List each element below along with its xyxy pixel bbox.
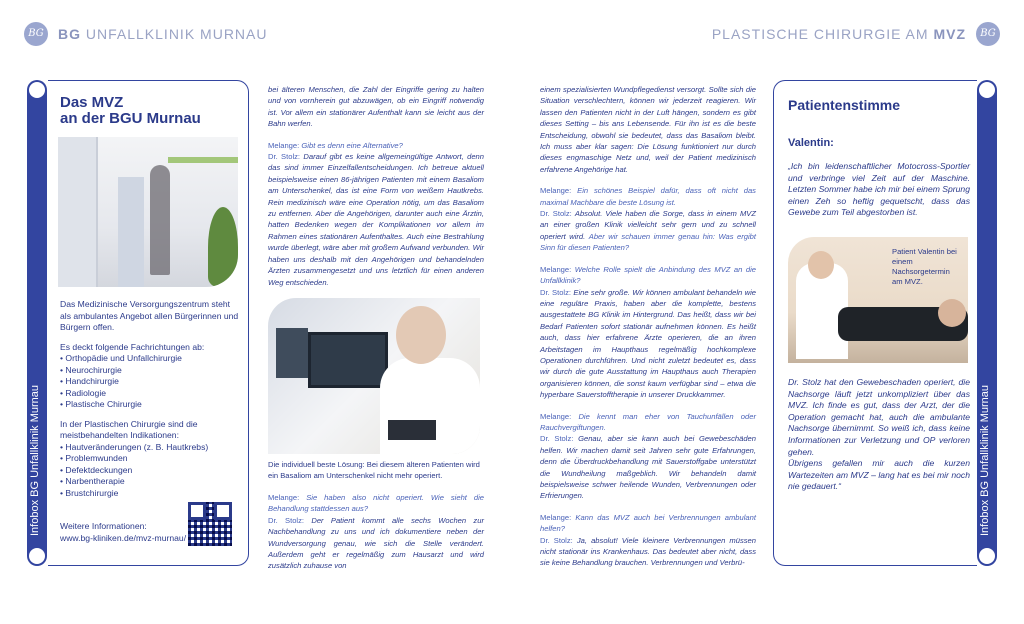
speaker-label: Melange: [540, 186, 572, 196]
side-tab-right [977, 80, 997, 566]
interview-column-2 [268, 492, 484, 572]
tab-dot [29, 82, 45, 98]
patient-story: Dr. Stolz hat den Gewebeschaden operiert, die Nachsorge läuft jetzt unkompliziert über das MVZ. Ich finde es gut, dass der Arzt, der die Operation gemacht hat, auch die ambulante Nachsorge übernimmt. So weiß ich, dass keine Informationen zur Verletzung und OP verloren gehen. Übrigens gefallen mir auch die kurzen Wartezeiten am MVZ – lang hat es bei mir noch nie gedauert.“ [788, 377, 970, 492]
tab-dot [29, 548, 45, 564]
question: Ein schönes Beispiel dafür, dass oft nicht das maximal Machbare die beste Lösung ist. [540, 186, 756, 207]
speaker-label: Dr. Stolz: [540, 434, 574, 444]
more-info [60, 521, 190, 544]
tab-dot [979, 82, 995, 98]
tab-dot [979, 548, 995, 564]
list-item: • Handchirurgie [60, 376, 119, 386]
mvz-lobby-photo [58, 137, 238, 287]
patient-quote: „Ich bin leidenschaftlicher Motocross-Sportler und verbringe viel Zeit auf der Maschine. Letzten Sommer habe ich mir bei einem Sprung einen Zeh so heftig gequetscht, dass das Gewebe zum Teil abgestorben ist. [788, 161, 970, 218]
speaker-label: Dr. Stolz: [540, 287, 572, 297]
answer: Darauf gibt es keine allgemeingültige Antwort, denn das sind immer Einzelfallentscheidungen. Ich betreue aktuell beispielsweise einen 86-jährigen Patienten mit einem Basaliom am Unterschenkel, das ist eine Form von weißem Hautkrebs. Rein medizinisch wäre eine Operation nötig, um das Basaliom zu entfernen. Aber die Angehörigen, darunter auch eine Ärztin, hatten Bedenken wegen der Komplikationen vor allem im Rahmen eines stationären Aufenthaltes. Auch eine Bestrahlung wurde überlegt, wäre aber mit großem Aufwand verbunden. Wir haben uns deshalb mit den Angehörigen und behandelnden Ärzten zusammengesetzt und uns letztlich für einen anderen Weg entschieden. [268, 152, 484, 287]
question: Welche Rolle spielt die Anbindung des MVZ an die Unfallklinik? [540, 264, 756, 286]
more-info-link[interactable]: www.bg-kliniken.de/mvz-murnau/ [60, 532, 187, 543]
side-tab-label: Infobox BG Unfallklinik Murnau [29, 384, 41, 536]
question: Kann das MVZ auch bei Verbrennungen ambulant helfen? [540, 512, 756, 534]
infobox-title: Das MVZ an der BGU Murnau [60, 94, 201, 127]
paragraph: bei älteren Menschen, die Zahl der Eingriffe gering zu halten und von vornherein gut abzuwägen, ob ein Eingriff notwendig ist. Vor allem ein stationärer Aufenthalt kann sie leicht aus der Bahn werfen. [268, 85, 484, 129]
infobox-title: Patientenstimme [788, 97, 901, 113]
list-item: • Neurochirurgie [60, 364, 122, 375]
speaker-label: Dr. Stolz: [268, 515, 305, 525]
question: Die kennt man eher von Tauchunfällen oder Rauchvergiftungen. [540, 411, 756, 432]
answer: Genau, aber sie kann auch bei Gewebeschäden helfen. Wir machen damit seit Jahren sehr gute Erfahrungen, denn die Überdruckbehandlung mit Sauerstoffgabe unterstützt die Wundheilung maßgeblich. Wir behandeln damit beispielsweise schwer heilende Wunden, Verbrennungen oder Erfrierungen. [540, 434, 756, 501]
infobox-mvz [48, 80, 249, 566]
list-item: • Narbentherapie [60, 476, 125, 486]
question: Sie haben also nicht operiert. Wie sieht die Behandlung stattdessen aus? [268, 493, 484, 514]
interview-column-1 [268, 84, 484, 298]
patient-photo [788, 237, 968, 363]
speaker-label: Melange: [540, 264, 572, 274]
list-item: • Problemwunden [60, 453, 128, 463]
answer: Der Patient kommt alle sechs Wochen zur Nachbehandlung zu uns und ich dokumentiere neben der Wundversorgung genau, wie sich die Stelle verändert. Außerdem geht er regelmäßig zum Hausarzt und wird zusätzlich zuhause von [268, 515, 484, 571]
speaker-label: Melange: [540, 411, 572, 421]
answer: Ja, absolut! Viele kleinere Verbrennungen müssen nicht stationär ins Krankenhaus. Das bedeutet aber nicht, dass sie keine Behandlung brauchen. Verbrennungen und Verbrü- [540, 535, 756, 568]
photo-caption: Patient Valentin bei einem Nachsorgetermin am MVZ. [892, 247, 957, 286]
header-left-title: BG UNFALLKLINIK MURNAU [58, 26, 268, 42]
list-item: • Brustchirurgie [60, 487, 119, 498]
indik-heading: In der Plastischen Chirurgie sind die meistbehandelten Indikationen: [60, 418, 198, 440]
infobox-patient [773, 80, 977, 566]
list-item: • Orthopädie und Unfallchirurgie [60, 353, 182, 363]
patient-name: Valentin: [788, 137, 834, 149]
speaker-label: Dr. Stolz: [268, 152, 301, 162]
speaker-label: Dr. Stolz: [540, 209, 572, 219]
side-tab-left [27, 80, 47, 566]
paragraph: einem spezialisierten Wundpflegedienst versorgt. Sollte sich die Situation verschlechtern, können wir jederzeit reagieren. Wir lassen den Patienten nicht in der Luft hängen, sondern es gibt dieses Setting – bis ans Lebensende. Für ihn ist es die beste Entscheidung, obwohl sie bedeutet, dass das Basaliom bleibt. Ich muss aber klar sagen: Die Lösung funktioniert nur durch dieses engmaschige Netz und, weil der Patient medizinisch erfahrene Angehörige hat. [540, 85, 756, 174]
speaker-label: Melange: [268, 140, 300, 150]
infobox-intro: Das Medizinische Versorgungszentrum steht als ambulantes Angebot allen Bürgerinnen und Bürgern offen. [60, 299, 239, 332]
speaker-label: Melange: [268, 493, 300, 502]
fach-heading: Es deckt folgende Fachrichtungen ab: [60, 341, 205, 352]
speaker-label: Dr. Stolz: [540, 535, 573, 545]
infobox-body [60, 299, 240, 499]
list-item: • Defektdeckungen [60, 464, 133, 475]
header-right-title: PLASTISCHE CHIRURGIE AM MVZ [711, 26, 966, 42]
bg-logo-icon: BG [976, 22, 1000, 46]
question: Gibt es denn eine Alternative? [301, 140, 403, 150]
doctor-monitor-photo [268, 298, 480, 454]
side-tab-label: Infobox BG Unfallklinik Murnau [979, 384, 991, 536]
list-item: • Hautveränderungen (z. B. Hautkrebs) [60, 441, 209, 452]
answer: Absolut. Viele haben die Sorge, dass in einem MVZ an einer großen Klinik vielleicht sehr gern und zu schnell operiert wird. [540, 209, 756, 241]
answer: Eine sehr große. Wir können ambulant behandeln wie eine reguläre Praxis, haben aber die komplette, bestens ausgestattete BG Klinik im Hintergrund. Das heißt, dass wir bei Bedarf Patienten sofort stationär aufnehmen können. Es heißt auch, dass hier erfahrene Ärzte operieren, die an ihren Arbeitstagen im Haupthaus regelmäßig hochkomplexe Operationen durchführen. Und nicht zuletzt bedeutet es, dass wir durch die gute Ausstattung im Haupthaus auch Therapien organisieren können, die sonst kaum verfügbar sind – etwa die hyperbare Sauerstofftherapie in unserer Druckkammer. [540, 287, 756, 400]
photo-caption: Die individuell beste Lösung: Bei diesem älteren Patienten wird ein Basaliom am Unterschenkel nicht mehr operiert. [268, 460, 480, 480]
more-info-label: Weitere Informationen: [60, 521, 147, 531]
list-item: • Plastische Chirurgie [60, 399, 142, 409]
interview-column-3 [540, 84, 756, 569]
list-item: • Radiologie [60, 387, 107, 398]
qr-code-icon[interactable] [188, 502, 232, 546]
page-header [0, 0, 1024, 68]
speaker-label: Melange: [540, 512, 572, 522]
bg-logo-icon: BG [24, 22, 48, 46]
answer-emphasis: Aber wir schauen immer genau hin: Was ergibt Sinn für diesen Patienten? [540, 231, 757, 253]
